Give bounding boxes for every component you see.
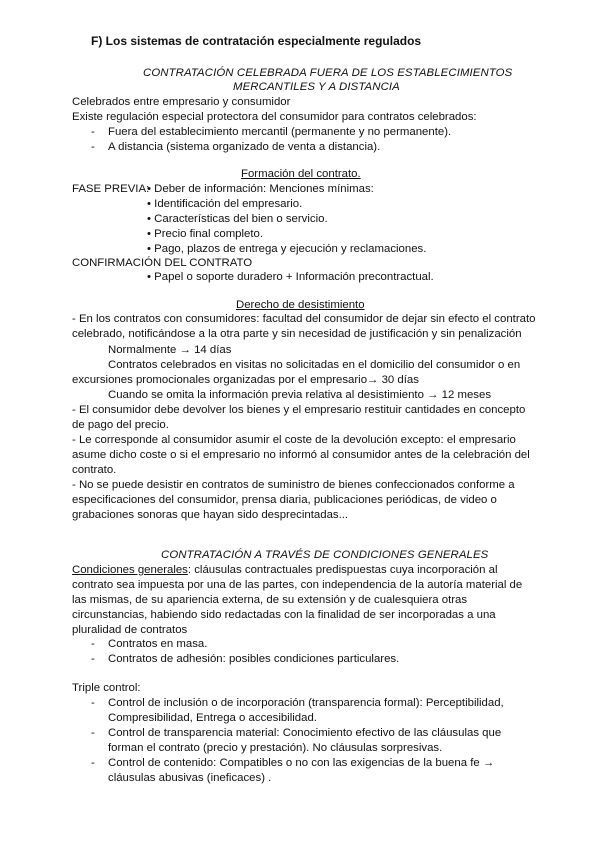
fase-previa-label: FASE PREVIA: [72, 183, 150, 195]
section1-title-line2: MERCANTILES Y A DISTANCIA [233, 81, 400, 93]
desistimiento-line: Cuando se omita la información previa relativa al desistimiento → 12 meses [108, 389, 492, 401]
desistimiento-line: especificaciones del consumidor, prensa diaria, publicaciones periódicas, de video o [72, 494, 497, 506]
dash-marker: - [91, 727, 95, 739]
formacion-title: Formación del contrato. [241, 168, 361, 180]
section2-title: CONTRATACIÓN A TRAVÉS DE CONDICIONES GENERALES [161, 549, 489, 561]
fase-item: • Identificación del empresario. [147, 198, 303, 210]
dash-marker: - [91, 126, 95, 138]
condiciones-text: : cláusulas contractuales predispuestas cuya incorporación al [187, 564, 498, 576]
list-item-text: Fuera del establecimiento mercantil (permanente y no permanente). [108, 126, 452, 138]
desistimiento-line: contrato. [72, 464, 117, 476]
fase-item: • Pago, plazos de entrega y ejecución y reclamaciones. [147, 243, 427, 255]
fase-item: • Deber de información: Menciones mínimas: [147, 183, 374, 195]
desistimiento-line: - No se puede desistir en contratos de suministro de bienes confeccionados conforme a [72, 479, 515, 491]
dash-marker: - [91, 697, 95, 709]
confirmacion-item: • Papel o soporte duradero + Información precontractual. [147, 271, 434, 283]
fase-item: • Precio final completo. [147, 228, 264, 240]
main-heading: F) Los sistemas de contratación especialmente regulados [91, 34, 422, 48]
dash-marker: - [91, 141, 95, 153]
confirmacion-label: CONFIRMACIÓN DEL CONTRATO [72, 257, 253, 269]
condiciones-line: contrato sea impuesta por una de las partes, con independencia de la autoría material de [72, 579, 523, 591]
section1-title-line1: CONTRATACIÓN CELEBRADA FUERA DE LOS ESTABLECIMIENTOS [143, 67, 513, 79]
condiciones-line [72, 563, 498, 579]
desistimiento-line: Normalmente → 14 días [108, 344, 232, 356]
list-item-text: Control de transparencia material: Conocimiento efectivo de las cláusulas que [108, 727, 502, 739]
condiciones-line: las mismas, de su apariencia externa, de su extensión y de cualesquiera otras [72, 594, 468, 606]
desistimiento-line: - El consumidor debe devolver los bienes y el empresario restituir cantidades en concepto [72, 404, 526, 416]
dash-marker: - [91, 757, 95, 769]
list-item-continuation: cláusulas abusivas (ineficaces) . [108, 772, 272, 784]
section1-intro1: Celebrados entre empresario y consumidor [72, 96, 291, 108]
desistimiento-line: - En los contratos con consumidores: facultad del consumidor de dejar sin efecto el contrato [72, 313, 536, 325]
desistimiento-line: grabaciones sonoras que hayan sido desprecintadas... [72, 509, 349, 521]
list-item-text: Control de inclusión o de incorporación (transparencia formal): Perceptibilidad, [108, 697, 504, 709]
desistimiento-line: - Le corresponde al consumidor asumir el coste de la devolución excepto: el empresario [72, 434, 516, 446]
fase-item: • Características del bien o servicio. [147, 213, 328, 225]
desistimiento-line: Contratos celebrados en visitas no solicitadas en el domicilio del consumidor o en [108, 359, 521, 371]
dash-marker: - [91, 638, 95, 650]
section1-intro2: Existe regulación especial protectora del consumidor para contratos celebrados: [72, 111, 477, 123]
list-item-text: Contratos de adhesión: posibles condiciones particulares. [108, 653, 400, 665]
list-item-text: Contratos en masa. [108, 638, 208, 650]
desistimiento-line: celebrado, notificándose a la otra parte y sin necesidad de justificación y sin penalización [72, 328, 522, 340]
list-item-text: A distancia (sistema organizado de venta a distancia). [108, 141, 381, 153]
desistimiento-line: excursiones promocionales organizadas por el empresario→ 30 días [72, 374, 419, 386]
desistimiento-title: Derecho de desistimiento [236, 299, 365, 311]
list-item-continuation: Compresibilidad, Entrega o accesibilidad. [108, 712, 317, 724]
condiciones-line: pluralidad de contratos [72, 624, 188, 636]
condiciones-line: circunstancias, habiendo sido redactadas con la finalidad de ser incorporadas a una [72, 609, 496, 621]
desistimiento-line: de pago del precio. [72, 419, 169, 431]
list-item-continuation: forman el contrato (precio y prestación). No cláusulas sorpresivas. [108, 742, 443, 754]
desistimiento-line: asume dicho coste o si el empresario no informó al consumidor antes de la celebración del [72, 449, 530, 461]
dash-marker: - [91, 653, 95, 665]
condiciones-label: Condiciones generales [72, 564, 188, 576]
triple-control-label: Triple control: [72, 682, 141, 694]
list-item-text: Control de contenido: Compatibles o no con las exigencias de la buena fe → [108, 757, 495, 769]
